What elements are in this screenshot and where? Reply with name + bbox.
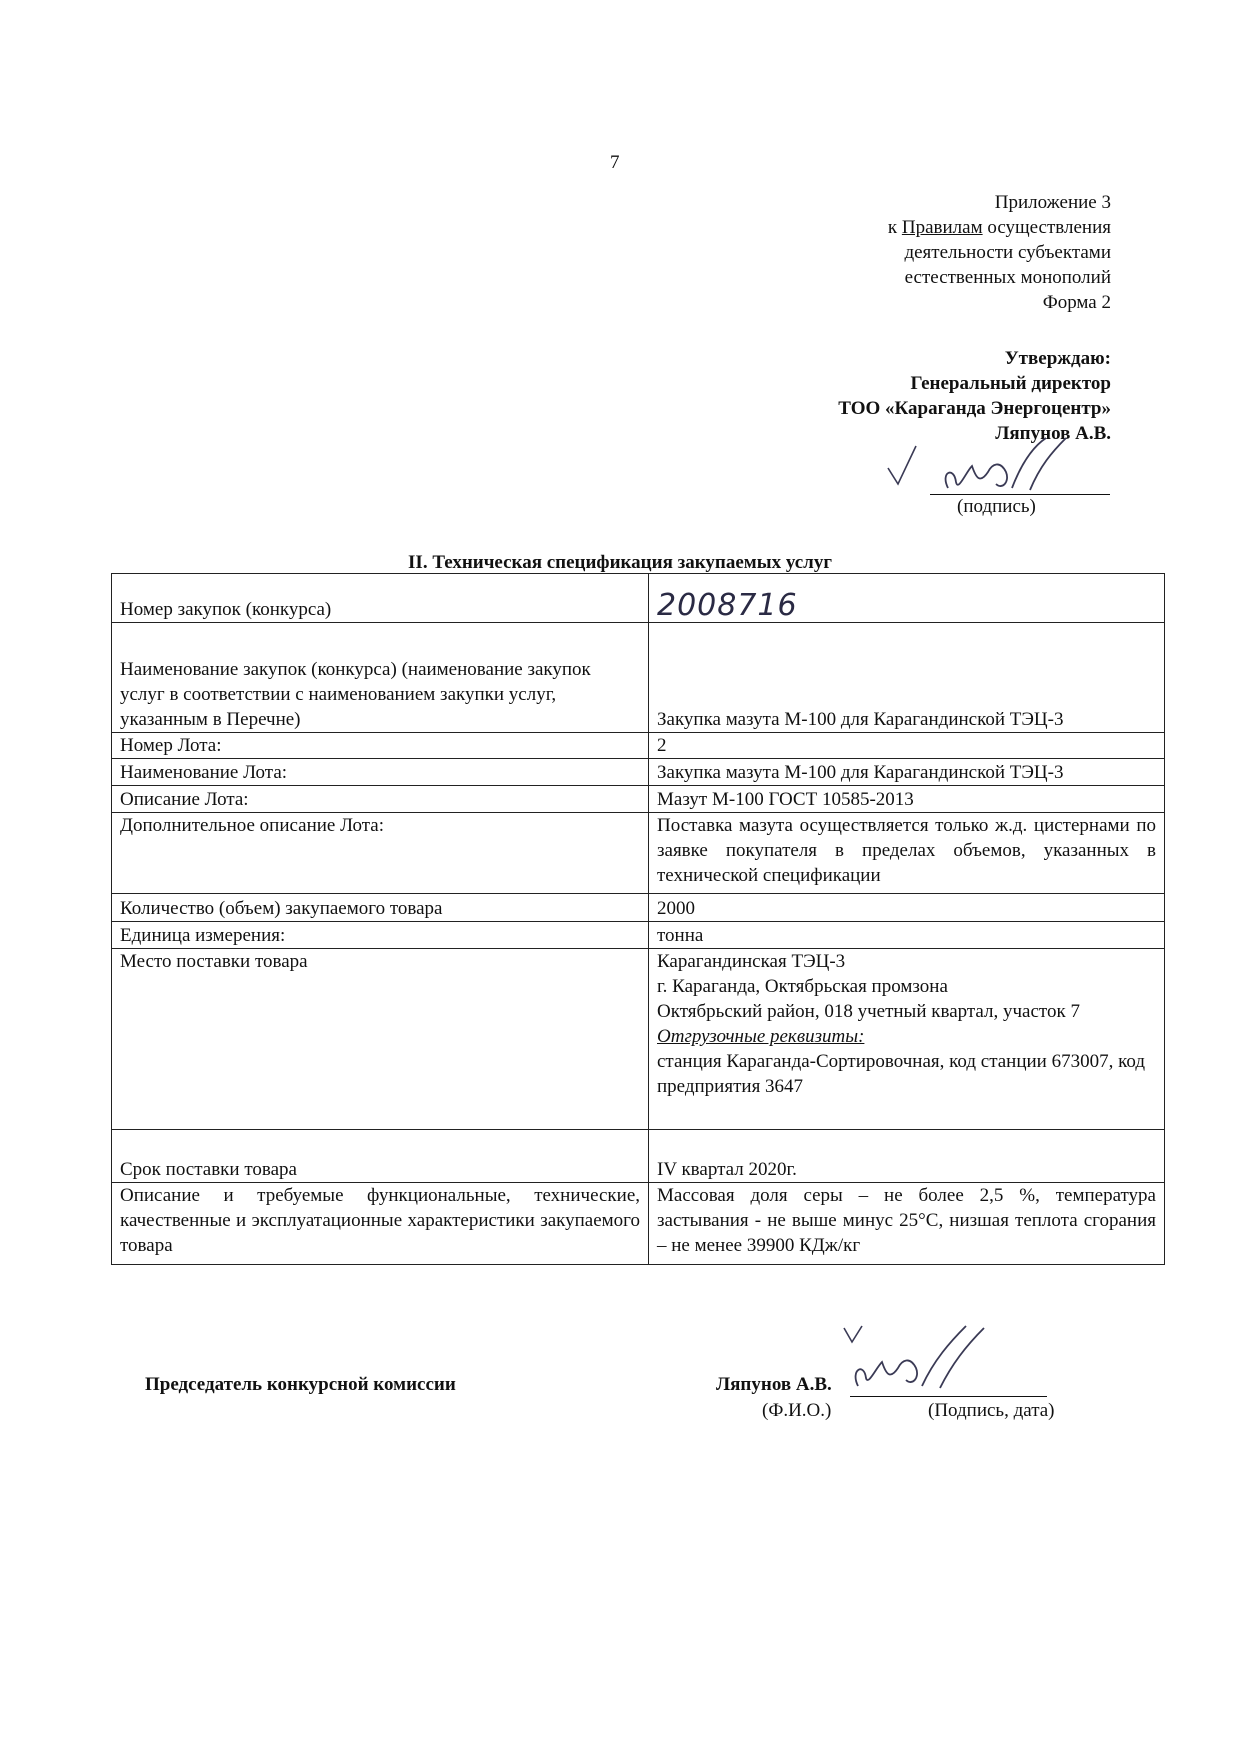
row-value: Мазут М-100 ГОСТ 10585-2013	[649, 786, 1165, 813]
table-row	[112, 1183, 1165, 1265]
row-value: IV квартал 2020г.	[649, 1130, 1165, 1183]
row-label: Номер закупок (конкурса)	[112, 574, 649, 623]
chair-signature	[836, 1320, 1016, 1400]
appendix-line-3: деятельности субъектами	[904, 242, 1111, 263]
appendix-line-4: естественных монополий	[904, 267, 1111, 288]
row-label: Единица измерения:	[112, 922, 649, 949]
section-title: II. Техническая спецификация закупаемых услуг	[408, 552, 832, 573]
approver-organization: ТОО «Караганда Энергоцентр»	[838, 398, 1111, 419]
row-value: тонна	[649, 922, 1165, 949]
row-label: Наименование Лота:	[112, 759, 649, 786]
row-label: Описание Лота:	[112, 786, 649, 813]
table-row	[112, 786, 1165, 813]
table-row	[112, 623, 1165, 733]
table-row	[112, 949, 1165, 1130]
row-value: 2000	[649, 894, 1165, 922]
row-value: Закупка мазута М-100 для Карагандинской ТЭЦ-3	[649, 759, 1165, 786]
appendix-line-1: Приложение 3	[994, 192, 1111, 213]
row-value: Поставка мазута осуществляется только ж.д. цистернами по заявке покупателя в пределах объемов, указанных в технической спецификации	[649, 813, 1165, 894]
tender-number: 2008716	[657, 588, 798, 623]
fio-caption: (Ф.И.О.)	[762, 1400, 832, 1421]
row-label: Место поставки товара	[112, 949, 649, 1130]
approval-signature-field	[880, 452, 1112, 522]
row-label: Наименование закупок (конкурса) (наименование закупок услуг в соответствии с наименованием закупки услуг, указанным в Перечне)	[112, 623, 649, 733]
row-value: 2	[649, 733, 1165, 759]
approval-heading: Утверждаю:	[1004, 348, 1111, 369]
appendix-header	[888, 190, 1111, 315]
page-number: 7	[610, 152, 620, 173]
table-row	[112, 733, 1165, 759]
row-label: Номер Лота:	[112, 733, 649, 759]
row-label: Срок поставки товара	[112, 1130, 649, 1183]
shipping-details: станция Караганда-Сортировочная, код станции 673007, код предприятия 3647	[657, 1051, 1145, 1097]
approver-position: Генеральный директор	[910, 373, 1111, 394]
table-row	[112, 574, 1165, 623]
approval-block	[838, 346, 1111, 446]
table-row	[112, 1130, 1165, 1183]
technical-specification-table	[111, 573, 1165, 1265]
form-number: Форма 2	[1042, 292, 1111, 313]
footer-signature-caption: (Подпись, дата)	[928, 1400, 1055, 1421]
row-label: Дополнительное описание Лота:	[112, 813, 649, 894]
commission-chair-label: Председатель конкурсной комиссии	[145, 1374, 456, 1395]
delivery-address-line: г. Караганда, Октябрьская промзона	[657, 976, 948, 997]
table-row	[112, 759, 1165, 786]
approver-name: Ляпунов А.В.	[995, 423, 1111, 444]
signature-caption: (подпись)	[957, 496, 1036, 517]
signature-line	[930, 494, 1110, 495]
commission-chair-name: Ляпунов А.В.	[716, 1374, 832, 1395]
row-label: Количество (объем) закупаемого товара	[112, 894, 649, 922]
delivery-address-line: Карагандинская ТЭЦ-3	[657, 951, 846, 972]
table-row	[112, 922, 1165, 949]
row-label: Описание и требуемые функциональные, технические, качественные и эксплуатационные характеристики закупаемого товара	[112, 1183, 649, 1265]
row-value	[649, 574, 1165, 623]
shipping-heading: Отгрузочные реквизиты:	[657, 1026, 865, 1047]
row-value: Массовая доля серы – не более 2,5 %, температура застывания - не выше минус 25°С, низшая теплота сгорания – не менее 39900 КДж/кг	[649, 1183, 1165, 1265]
table-row	[112, 813, 1165, 894]
rules-link[interactable]: Правилам	[901, 217, 983, 238]
row-value	[649, 949, 1165, 1130]
delivery-address-line: Октябрьский район, 018 учетный квартал, участок 7	[657, 1001, 1080, 1022]
table-row	[112, 894, 1165, 922]
row-value: Закупка мазута М-100 для Карагандинской ТЭЦ-3	[649, 623, 1165, 733]
appendix-line-2: к Правилам осуществления	[887, 217, 1111, 238]
